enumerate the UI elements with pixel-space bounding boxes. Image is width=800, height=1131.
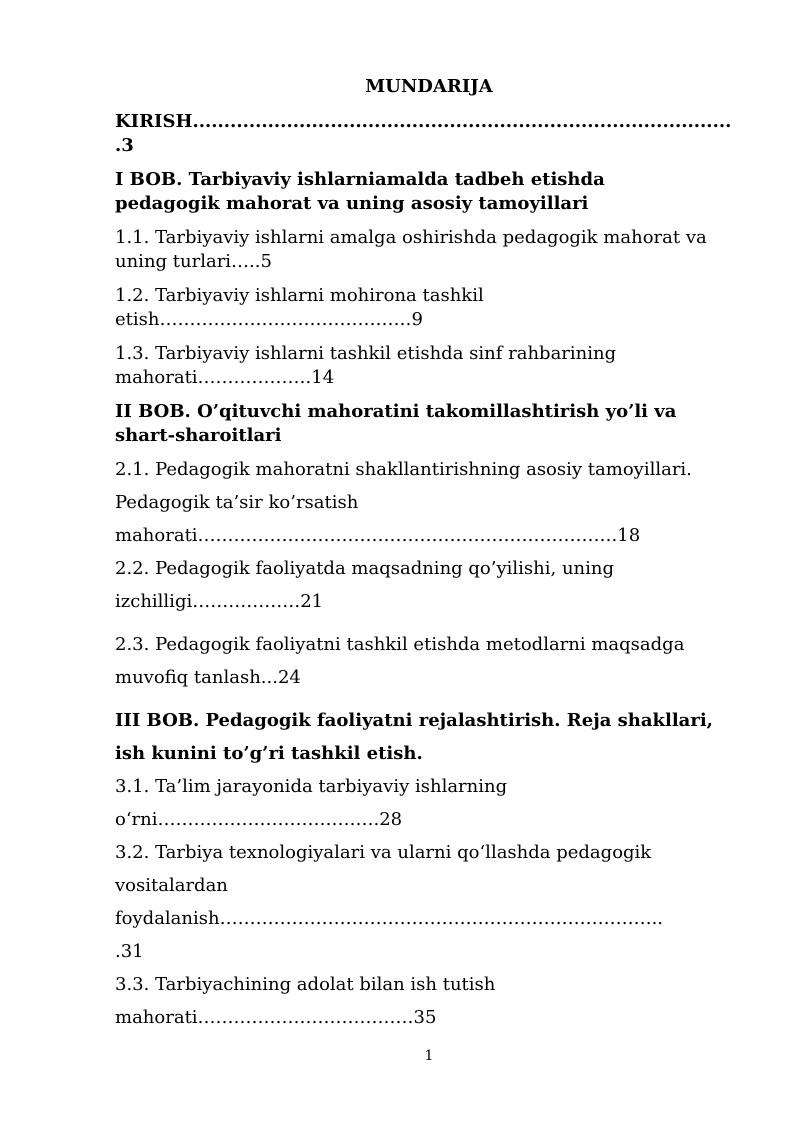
toc-section-2-3-line-2: muvofiq tanlash...24 [115,667,301,688]
toc-section-1-3-line-2: mahorati……………….14 [115,367,335,388]
toc-section-3-2-line-1: 3.2. Tarbiya texnologiyalari va ularni qo‘llashda pedagogik [115,842,652,863]
toc-chapter-1-title-line-1: I BOB. Tarbiyaviy ishlarniamalda tadbeh etishda [115,169,605,190]
toc-section-1-2-line-1: 1.2. Tarbiyaviy ishlarni mohirona tashkil [115,285,484,306]
toc-section-2-2-line-1: 2.2. Pedagogik faoliyatda maqsadning qo’yilishi, uning [115,558,615,579]
toc-chapter-1-title-line-2: pedagogik mahorat va uning asosiy tamoyillari [115,193,589,214]
toc-section-1-3-line-1: 1.3. Tarbiyaviy ishlarni tashkil etishda sinf rahbarining [115,343,617,364]
toc-section-3-1-line-1: 3.1. Ta’lim jarayonida tarbiyaviy ishlarning [115,776,508,797]
toc-section-3-2-line-4: .31 [115,941,144,962]
toc-section-3-3-line-2: mahorati………………………………35 [115,1007,437,1028]
toc-section-2-2-line-2: izchilligi………………21 [115,591,324,612]
toc-section-2-1-line-2: Pedagogik ta’sir ko’rsatish [115,492,359,513]
toc-section-1-1-line-1: 1.1. Tarbiyaviy ishlarni amalga oshirishda pedagogik mahorat va [115,227,707,248]
toc-section-1-2-line-2: etish……………………………………9 [115,309,423,330]
toc-section-2-3-line-1: 2.3. Pedagogik faoliyatni tashkil etishda metodlarni maqsadga [115,634,685,655]
toc-section-2-1-line-1: 2.1. Pedagogik mahoratni shakllantirishning asosiy tamoyillari. [115,459,692,480]
toc-entry-introduction: KIRISH...................................................................................... [115,111,732,132]
toc-section-3-3-line-1: 3.3. Tarbiyachining adolat bilan ish tutish [115,974,496,995]
toc-section-3-1-line-2: o‘rni……………………………….28 [115,809,403,830]
toc-section-3-2-line-2: vositalardan [115,875,228,896]
toc-chapter-3-title-line-2: ish kunini to’g’ri tashkil etish. [115,743,423,764]
toc-section-3-2-line-3: foydalanish……………………………………………………………….. [115,908,664,929]
toc-title: MUNDARIJA [365,76,493,97]
toc-chapter-2-title-line-1: II BOB. O’qituvchi mahoratini takomillashtirish yo’li va [115,401,677,422]
toc-chapter-2-title-line-2: shart-sharoitlari [115,425,282,446]
toc-entry-introduction-page: .3 [115,135,134,156]
page-number: 1 [424,1048,434,1064]
toc-section-1-1-line-2: uning turlari…..5 [115,251,272,272]
toc-chapter-3-title-line-1: III BOB. Pedagogik faoliyatni rejalashtirish. Reja shakllari, [115,710,713,731]
toc-section-2-1-line-3: mahorati…………………………………………………………….18 [115,525,641,546]
